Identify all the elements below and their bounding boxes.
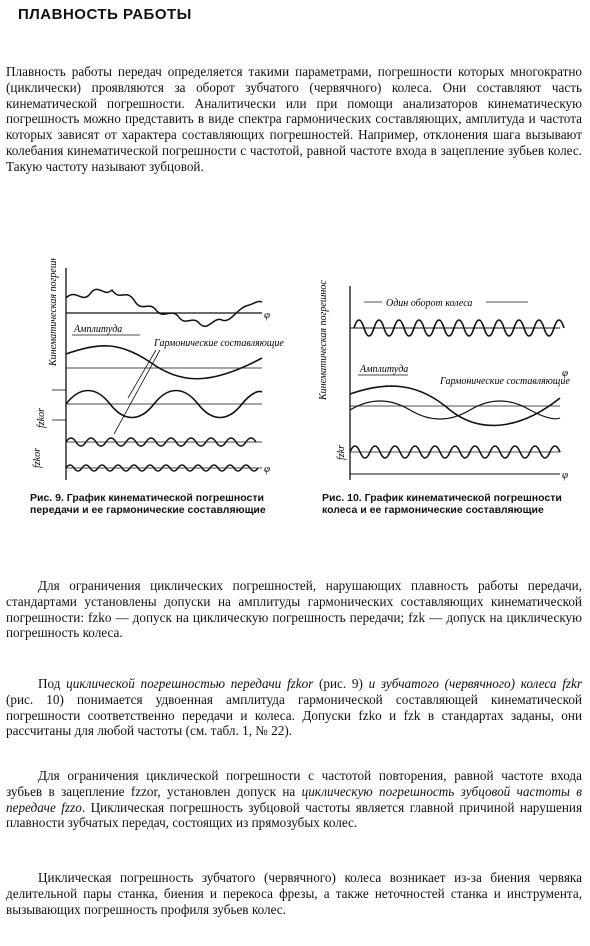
fig10-harmonics-label: Гармонические составляющие	[440, 376, 570, 387]
fig9-phi: φ	[264, 309, 271, 321]
fig9-harmonics-label: Гармонические составляющие	[154, 338, 284, 349]
svg-text:φ: φ	[562, 469, 569, 481]
section-title: ПЛАВНОСТЬ РАБОТЫ	[18, 6, 192, 23]
paragraph-tolerances: Для ограничения циклических погрешностей, нарушающих плавность работы передачи, стандартами установлены допуски на амплитуды гармонических составляющих кинематической погрешности: fzko — допуск на циклическую погрешность передачи; fzk — допуск на циклическую погрешность колеса.	[6, 578, 582, 641]
term-tooth-frequency: циклическую погрешность зубцовой частоты в передаче fzzo	[6, 783, 582, 815]
intro-paragraph: Плавность работы передач определяется такими параметрами, погрешности которых многократно (циклически) проявляются за оборот зубчатого (червячного) колеса. Они составляют часть кинематической погрешности. Аналитически или при помощи анализаторов кинематическую погрешность можно представить в виде спектра гармонических составляющих, амплитуда и частота которых зависят от характера составляющих погрешностей. Например, отклонения шага вызывают колебания кинематической погрешности с частотой, равной частоте входа в зацепление зубьев колес. Такую частоту называют зубцовой.	[6, 64, 582, 174]
paragraph-wheel-cyclic-error: Циклическая погрешность зубчатого (червячного) колеса возникает из-за биения червяка делительной пары станка, биения и перекоса фрезы, а также неточностей станка и инструмента, вызывающих погрешность профиля зубьев колес.	[6, 870, 582, 917]
fig10-y-label: Кинематическая погрешность колеса	[318, 280, 329, 400]
fig9-fzkor-label: fzkor	[36, 408, 47, 428]
fig10-amplitude-label: Амплитуда	[360, 364, 409, 375]
figure-10-caption: Рис. 10. График кинематической погрешности колеса и ее гармонические составляющие	[322, 492, 562, 516]
fig9-fzkor-lower-label: fzkor	[32, 448, 43, 468]
fig9-y-label: Кинематическая погрешность передачи	[48, 258, 59, 366]
figure-10	[310, 280, 585, 485]
fig10-phi: φ	[562, 367, 569, 379]
fig10-revolution-label: Один оборот колеса	[386, 298, 473, 309]
fig9-harmonic-1	[66, 346, 262, 379]
paragraph-tooth-frequency: Для ограничения циклической погрешности с частотой повторения, равной частоте входа зубьев в зацепление fzzor, установлен допуск на циклическую погрешность зубцовой частоты в передаче fzzo. Циклическая погрешность зубцовой частоты является главной причиной нарушения плавности зубчатых передач, состоящих из прямозубых колес.	[6, 768, 583, 831]
svg-text:φ: φ	[264, 463, 271, 475]
term-transmission-error: циклической погрешностью передачи fzkor	[66, 676, 314, 691]
figure-9	[10, 258, 292, 488]
fig10-harmonic-1b	[350, 401, 560, 419]
fig9-error-curve	[66, 289, 262, 326]
fig10-fzkr-label: fzkr	[336, 445, 347, 460]
paragraph-definition: Под циклической погрешностью передачи fzkor (рис. 9) и зубчатого (червячного) колеса fzkr (рис. 10) понимается удвоенная амплитуда гармонической составляющей кинематической погрешности соответственно передачи и колеса. Допуски fzko и fzk в стандартах заданы, они рассчитаны для любой частоты (см. табл. 1, № 22).	[6, 676, 582, 739]
term-wheel-error: и зубчатого (червячного) колеса fzkr	[368, 676, 582, 691]
figure-9-caption: Рис. 9. График кинематической погрешности передачи и ее гармонические составляющие	[30, 492, 266, 516]
fig9-amplitude-label: Амплитуда	[74, 324, 123, 335]
